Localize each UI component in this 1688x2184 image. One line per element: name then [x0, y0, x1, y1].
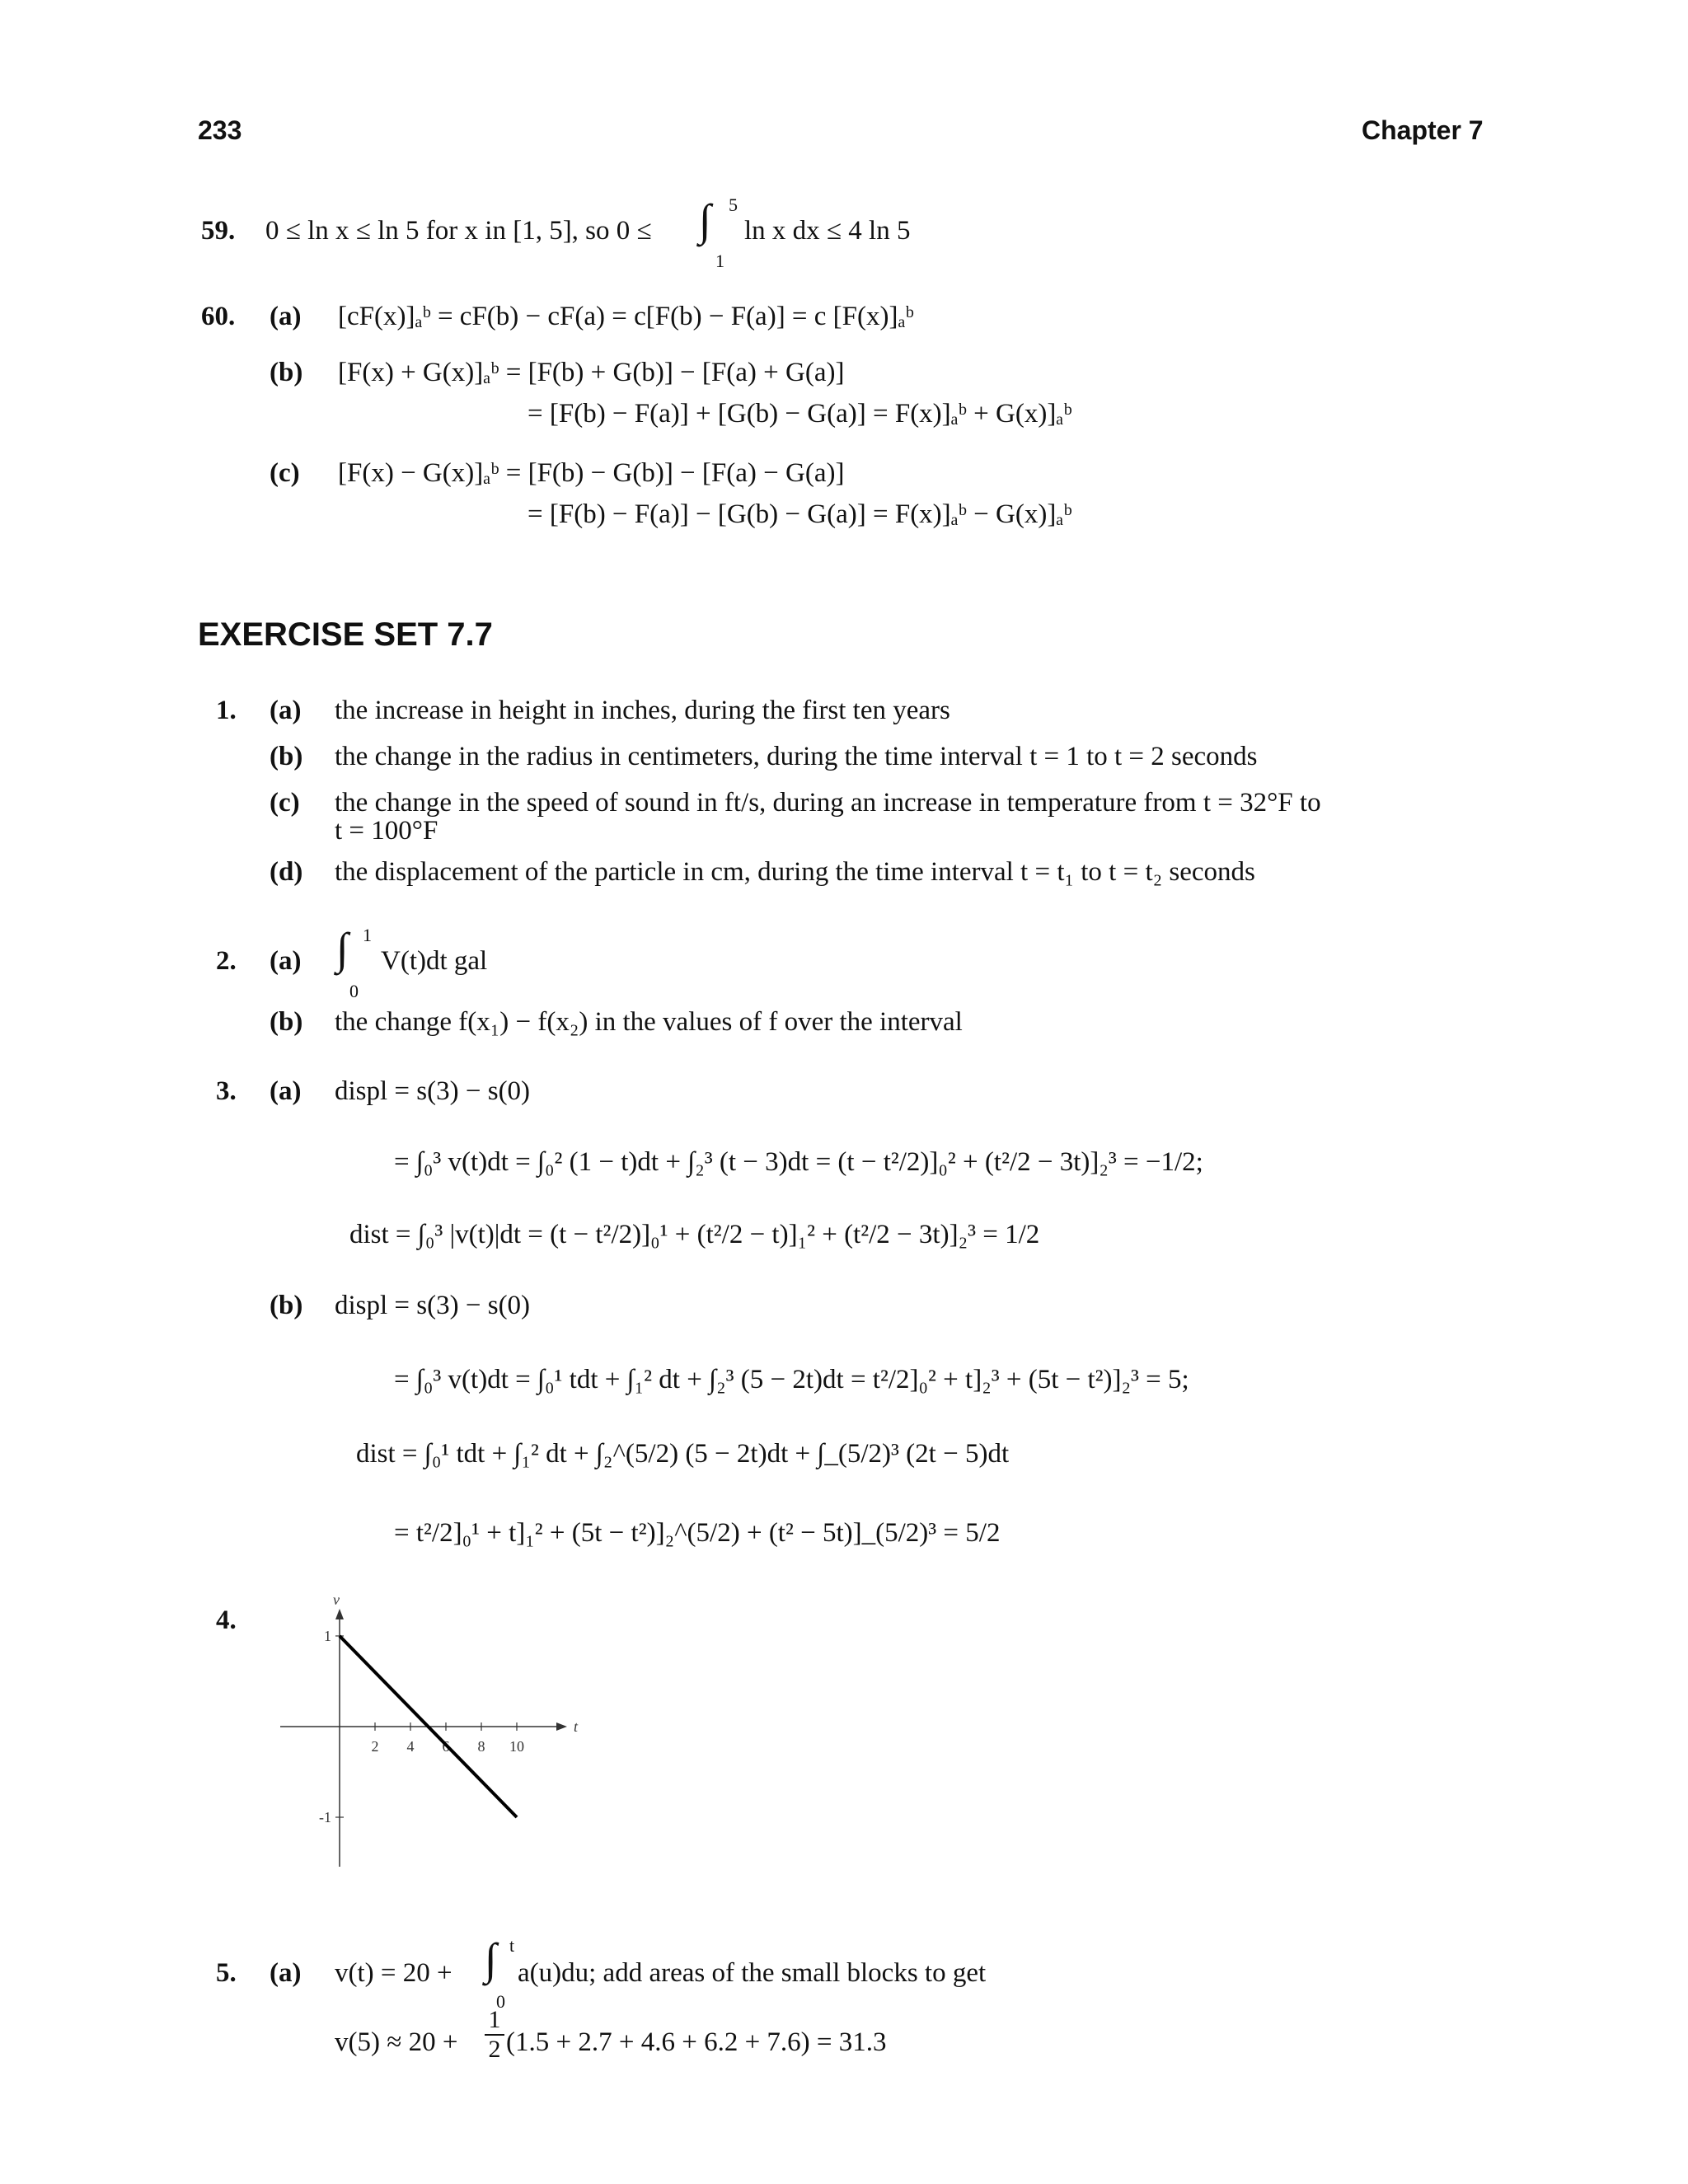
exercise-1c-text2: t = 100°F	[335, 816, 438, 846]
problem-59-number: 59.	[201, 216, 236, 246]
problem-60c-label: (c)	[270, 458, 300, 488]
exercise-3-number: 3.	[216, 1076, 237, 1106]
problem-60c-line1: [F(x) − G(x)]ₐᵇ = [F(b) − G(b)] − [F(a) − G(a)]	[338, 458, 845, 488]
exercise-4-number: 4.	[216, 1605, 237, 1635]
exercise-1a-text: the increase in height in inches, during the first ten years	[335, 696, 950, 725]
integral-upper: 1	[363, 925, 372, 945]
y-tick-label: -1	[319, 1809, 331, 1825]
exercise-3b-line2: = ∫₀³ v(t)dt = ∫₀¹ tdt + ∫₁² dt + ∫₂³ (5 − 2t)dt = t²/2]₀² + t]₂³ + (5t − t²)]₂³ = 5;	[394, 1365, 1189, 1394]
problem-60-number: 60.	[201, 302, 236, 331]
x-tick-label: 10	[509, 1738, 524, 1755]
integral-sign: ∫	[336, 924, 349, 973]
x-tick-label: 4	[406, 1738, 415, 1755]
problem-59-text: 0 ≤ ln x ≤ ln 5 for x in [1, 5], so 0 ≤	[265, 216, 652, 246]
exercise-1b-text: the change in the radius in centimeters, during the time interval t = 1 to t = 2 seconds	[335, 742, 1258, 771]
exercise-2a-text: V(t)dt gal	[381, 946, 488, 976]
integral-lower: 0	[349, 981, 359, 1001]
fraction-numerator: 1	[485, 2006, 504, 2036]
integral-sign: ∫	[699, 195, 711, 245]
exercise-3a-line1: displ = s(3) − s(0)	[335, 1076, 531, 1106]
problem-60b-line1: [F(x) + G(x)]ₐᵇ = [F(b) + G(b)] − [F(a) + G(a)]	[338, 358, 845, 387]
page-number: 233	[198, 115, 242, 145]
chapter-label: Chapter 7	[1362, 115, 1484, 145]
exercise-3b-line4: = t²/2]₀¹ + t]₁² + (5t − t²)]₂^(5/2) + (t² − 5t)]_(5/2)³ = 5/2	[394, 1518, 1001, 1548]
exercise-1c-label: (c)	[270, 788, 300, 818]
exercise-2a-label: (a)	[270, 946, 302, 976]
exercise-1b-label: (b)	[270, 742, 303, 771]
exercise-3a-label: (a)	[270, 1076, 302, 1106]
exercise-3a-line3: dist = ∫₀³ |v(t)|dt = (t − t²/2)]₀¹ + (t²/2 − t)]₁² + (t²/2 − 3t)]₂³ = 1/2	[349, 1220, 1040, 1249]
integral-lower: 1	[715, 251, 724, 271]
exercise-1a-label: (a)	[270, 696, 302, 725]
fraction-denominator: 2	[488, 2036, 501, 2063]
integral-sign: ∫	[485, 1934, 497, 1984]
exercise-1-number: 1.	[216, 696, 237, 725]
problem-60c-line2: = [F(b) − F(a)] − [G(b) − G(a)] = F(x)]ₐᵇ − G(x)]ₐᵇ	[528, 499, 1072, 529]
exercise-1d-label: (d)	[270, 857, 303, 887]
x-axis-label: t	[574, 1718, 579, 1735]
problem-60b-line2: = [F(b) − F(a)] + [G(b) − G(a)] = F(x)]ₐᵇ + G(x)]ₐᵇ	[528, 399, 1072, 429]
velocity-chart	[272, 1595, 585, 1875]
y-axis-label: v	[333, 1595, 340, 1608]
exercise-3b-line1: displ = s(3) − s(0)	[335, 1291, 531, 1320]
integral-lower: 0	[496, 1991, 505, 2012]
problem-60b-label: (b)	[270, 358, 303, 387]
section-title: EXERCISE SET 7.7	[198, 616, 493, 653]
problem-60a-label: (a)	[270, 302, 302, 331]
fraction	[485, 2006, 504, 2064]
exercise-5a-line2-tail: (1.5 + 2.7 + 4.6 + 6.2 + 7.6) = 31.3	[506, 2027, 887, 2057]
y-axis-arrow	[335, 1609, 344, 1619]
exercise-2b-label: (b)	[270, 1007, 303, 1037]
problem-59-tail: ln x dx ≤ 4 ln 5	[744, 216, 911, 246]
exercise-5a-line1-head: v(t) = 20 +	[335, 1958, 452, 1988]
exercise-5a-label: (a)	[270, 1958, 302, 1988]
exercise-2-number: 2.	[216, 946, 237, 976]
y-tick-label: 1	[324, 1628, 331, 1644]
exercise-2b-text: the change f(x₁) − f(x₂) in the values of f over the interval	[335, 1007, 963, 1037]
problem-60a-line: [cF(x)]ₐᵇ = cF(b) − cF(a) = c[F(b) − F(a)] = c [F(x)]ₐᵇ	[338, 302, 914, 331]
exercise-5a-line1-tail: a(u)du; add areas of the small blocks to get	[518, 1958, 987, 1988]
x-tick-label: 8	[477, 1738, 485, 1755]
exercise-3b-label: (b)	[270, 1291, 303, 1320]
exercise-3b-line3: dist = ∫₀¹ tdt + ∫₁² dt + ∫₂^(5/2) (5 − 2t)dt + ∫_(5/2)³ (2t − 5)dt	[356, 1439, 1010, 1469]
exercise-3a-line2: = ∫₀³ v(t)dt = ∫₀² (1 − t)dt + ∫₂³ (t − 3)dt = (t − t²/2)]₀² + (t²/2 − 3t)]₂³ = −1/2;	[394, 1147, 1203, 1177]
exercise-5a-line2-head: v(5) ≈ 20 +	[335, 2027, 458, 2057]
x-axis-arrow	[556, 1722, 567, 1731]
integral-upper: 5	[729, 194, 738, 215]
integral-upper: t	[509, 1935, 515, 1956]
exercise-1d-text: the displacement of the particle in cm, during the time interval t = t₁ to t = t₂ seconds	[335, 857, 1255, 887]
x-tick-label: 6	[442, 1738, 450, 1755]
x-tick-label: 2	[371, 1738, 379, 1755]
exercise-1c-text1: the change in the speed of sound in ft/s, during an increase in temperature from t = 32°F to	[335, 788, 1321, 818]
exercise-5-number: 5.	[216, 1958, 237, 1988]
